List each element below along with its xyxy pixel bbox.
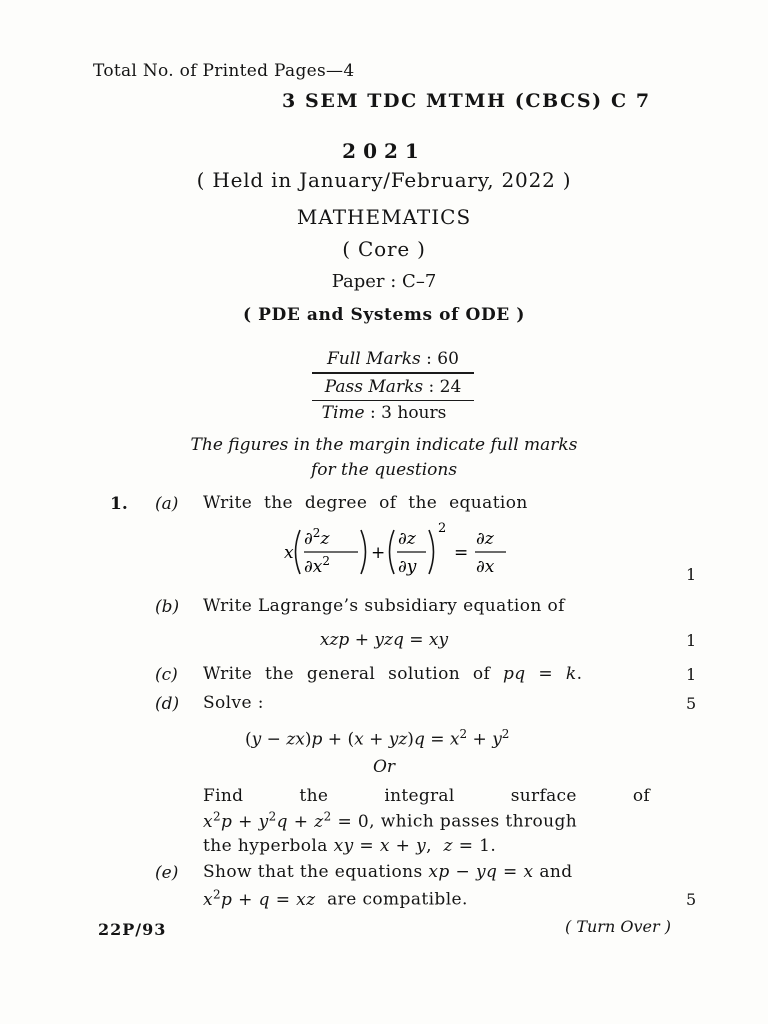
part-a-marks: 1 xyxy=(686,565,697,584)
question-number: 1. xyxy=(110,494,128,514)
part-b-label: (b) xyxy=(155,597,180,617)
footer-code: 22P/93 xyxy=(98,920,167,939)
part-d-marks: 5 xyxy=(686,694,697,713)
total-pages: Total No. of Printed Pages—4 xyxy=(93,61,355,81)
pde-degree-equation xyxy=(278,522,518,582)
time-value: : 3 hours xyxy=(370,403,447,423)
eq-den-2: ∂y xyxy=(398,557,417,577)
exam-code: 3 SEM TDC MTMH (CBCS) C 7 xyxy=(282,90,651,112)
turn-over: ( Turn Over ) xyxy=(565,917,671,936)
part-d-text: Solve : xyxy=(203,693,264,713)
part-e-marks: 5 xyxy=(686,890,697,909)
instruction-line-1: The figures in the margin indicate full marks xyxy=(190,435,578,455)
alt-surface-equation: $x^2p + y^2q + z^2 = 0$ xyxy=(203,809,370,832)
lagrange-equation: xzp + yzq = xy xyxy=(319,630,449,650)
full-marks-value: : 60 xyxy=(426,349,459,369)
part-d-alt-line1: Find the integral surface of xyxy=(203,786,650,806)
paper-number: Paper : C–7 xyxy=(331,271,437,292)
eq-den-1: $\partial x^2$ xyxy=(304,554,331,577)
core-label: ( Core ) xyxy=(342,237,426,261)
part-e-line2 xyxy=(203,887,468,910)
marks-block xyxy=(308,346,478,401)
alt-line2-tail: , which passes through xyxy=(369,811,578,832)
instructions xyxy=(0,433,768,483)
subject-title: MATHEMATICS xyxy=(296,205,472,229)
eq-num-3: ∂z xyxy=(476,529,494,549)
part-d-label: (d) xyxy=(155,694,180,714)
part-c-text-body: Write the general solution of xyxy=(203,664,491,684)
part-e-line1 xyxy=(203,862,573,882)
eq-x: x xyxy=(284,543,294,563)
eq-paren-open-2 xyxy=(390,530,395,574)
marks-underline xyxy=(312,400,474,402)
eq-paren-close-2 xyxy=(429,530,434,574)
part-c-formula: pq = k. xyxy=(503,664,583,684)
eq-num-1: ∂$^2$z xyxy=(304,526,330,549)
part-e-tail: are compatible. xyxy=(327,889,468,910)
alt-line3-text: the hyperbola xyxy=(203,836,328,856)
eq-plus: + xyxy=(371,543,386,563)
part-b-marks: 1 xyxy=(686,631,697,650)
part-d-alt-line3 xyxy=(203,836,496,856)
eq-exponent: 2 xyxy=(438,522,447,536)
part-e-and: and xyxy=(539,862,573,882)
part-e-label: (e) xyxy=(155,863,179,883)
pass-marks xyxy=(308,374,478,400)
part-c-label: (c) xyxy=(155,665,178,685)
part-e-eq2: $x^2p + q$ = xz xyxy=(203,887,316,910)
time-allowed xyxy=(0,403,768,423)
part-d-alt-line2 xyxy=(203,809,577,832)
eq-paren-open xyxy=(296,530,301,574)
pass-marks-value: : 24 xyxy=(428,376,462,397)
instruction-line-2: for the questions xyxy=(310,460,458,480)
eq-num-2: ∂z xyxy=(398,529,416,549)
part-e-text: Show that the equations xyxy=(203,862,423,882)
hyperbola-equation: xy = x + y, z = 1. xyxy=(333,836,497,856)
part-b-text: Write Lagrange’s subsidiary equation of xyxy=(203,596,565,616)
pass-marks-label: Pass Marks xyxy=(324,376,424,397)
paper-topic: ( PDE and Systems of ODE ) xyxy=(242,305,526,325)
full-marks xyxy=(308,346,478,372)
part-a-label: (a) xyxy=(155,494,179,514)
time-label: Time xyxy=(321,403,365,423)
full-marks-label: Full Marks xyxy=(327,349,421,369)
part-c-marks: 1 xyxy=(686,665,697,684)
part-e-eq1: xp − yq = x xyxy=(428,862,534,882)
eq-paren-close xyxy=(361,530,366,574)
eq-den-3: ∂x xyxy=(476,557,495,577)
eq-equals: = xyxy=(454,543,469,563)
or-separator: Or xyxy=(372,757,396,777)
part-d-equation: $(y - zx)p + (x + yz)q = x^2 + y^2$ xyxy=(245,727,510,750)
part-c-text xyxy=(203,664,582,684)
exam-year: 2021 xyxy=(342,139,426,163)
held-date: ( Held in January/February, 2022 ) xyxy=(196,168,572,192)
part-a-text: Write the degree of the equation xyxy=(203,493,528,513)
